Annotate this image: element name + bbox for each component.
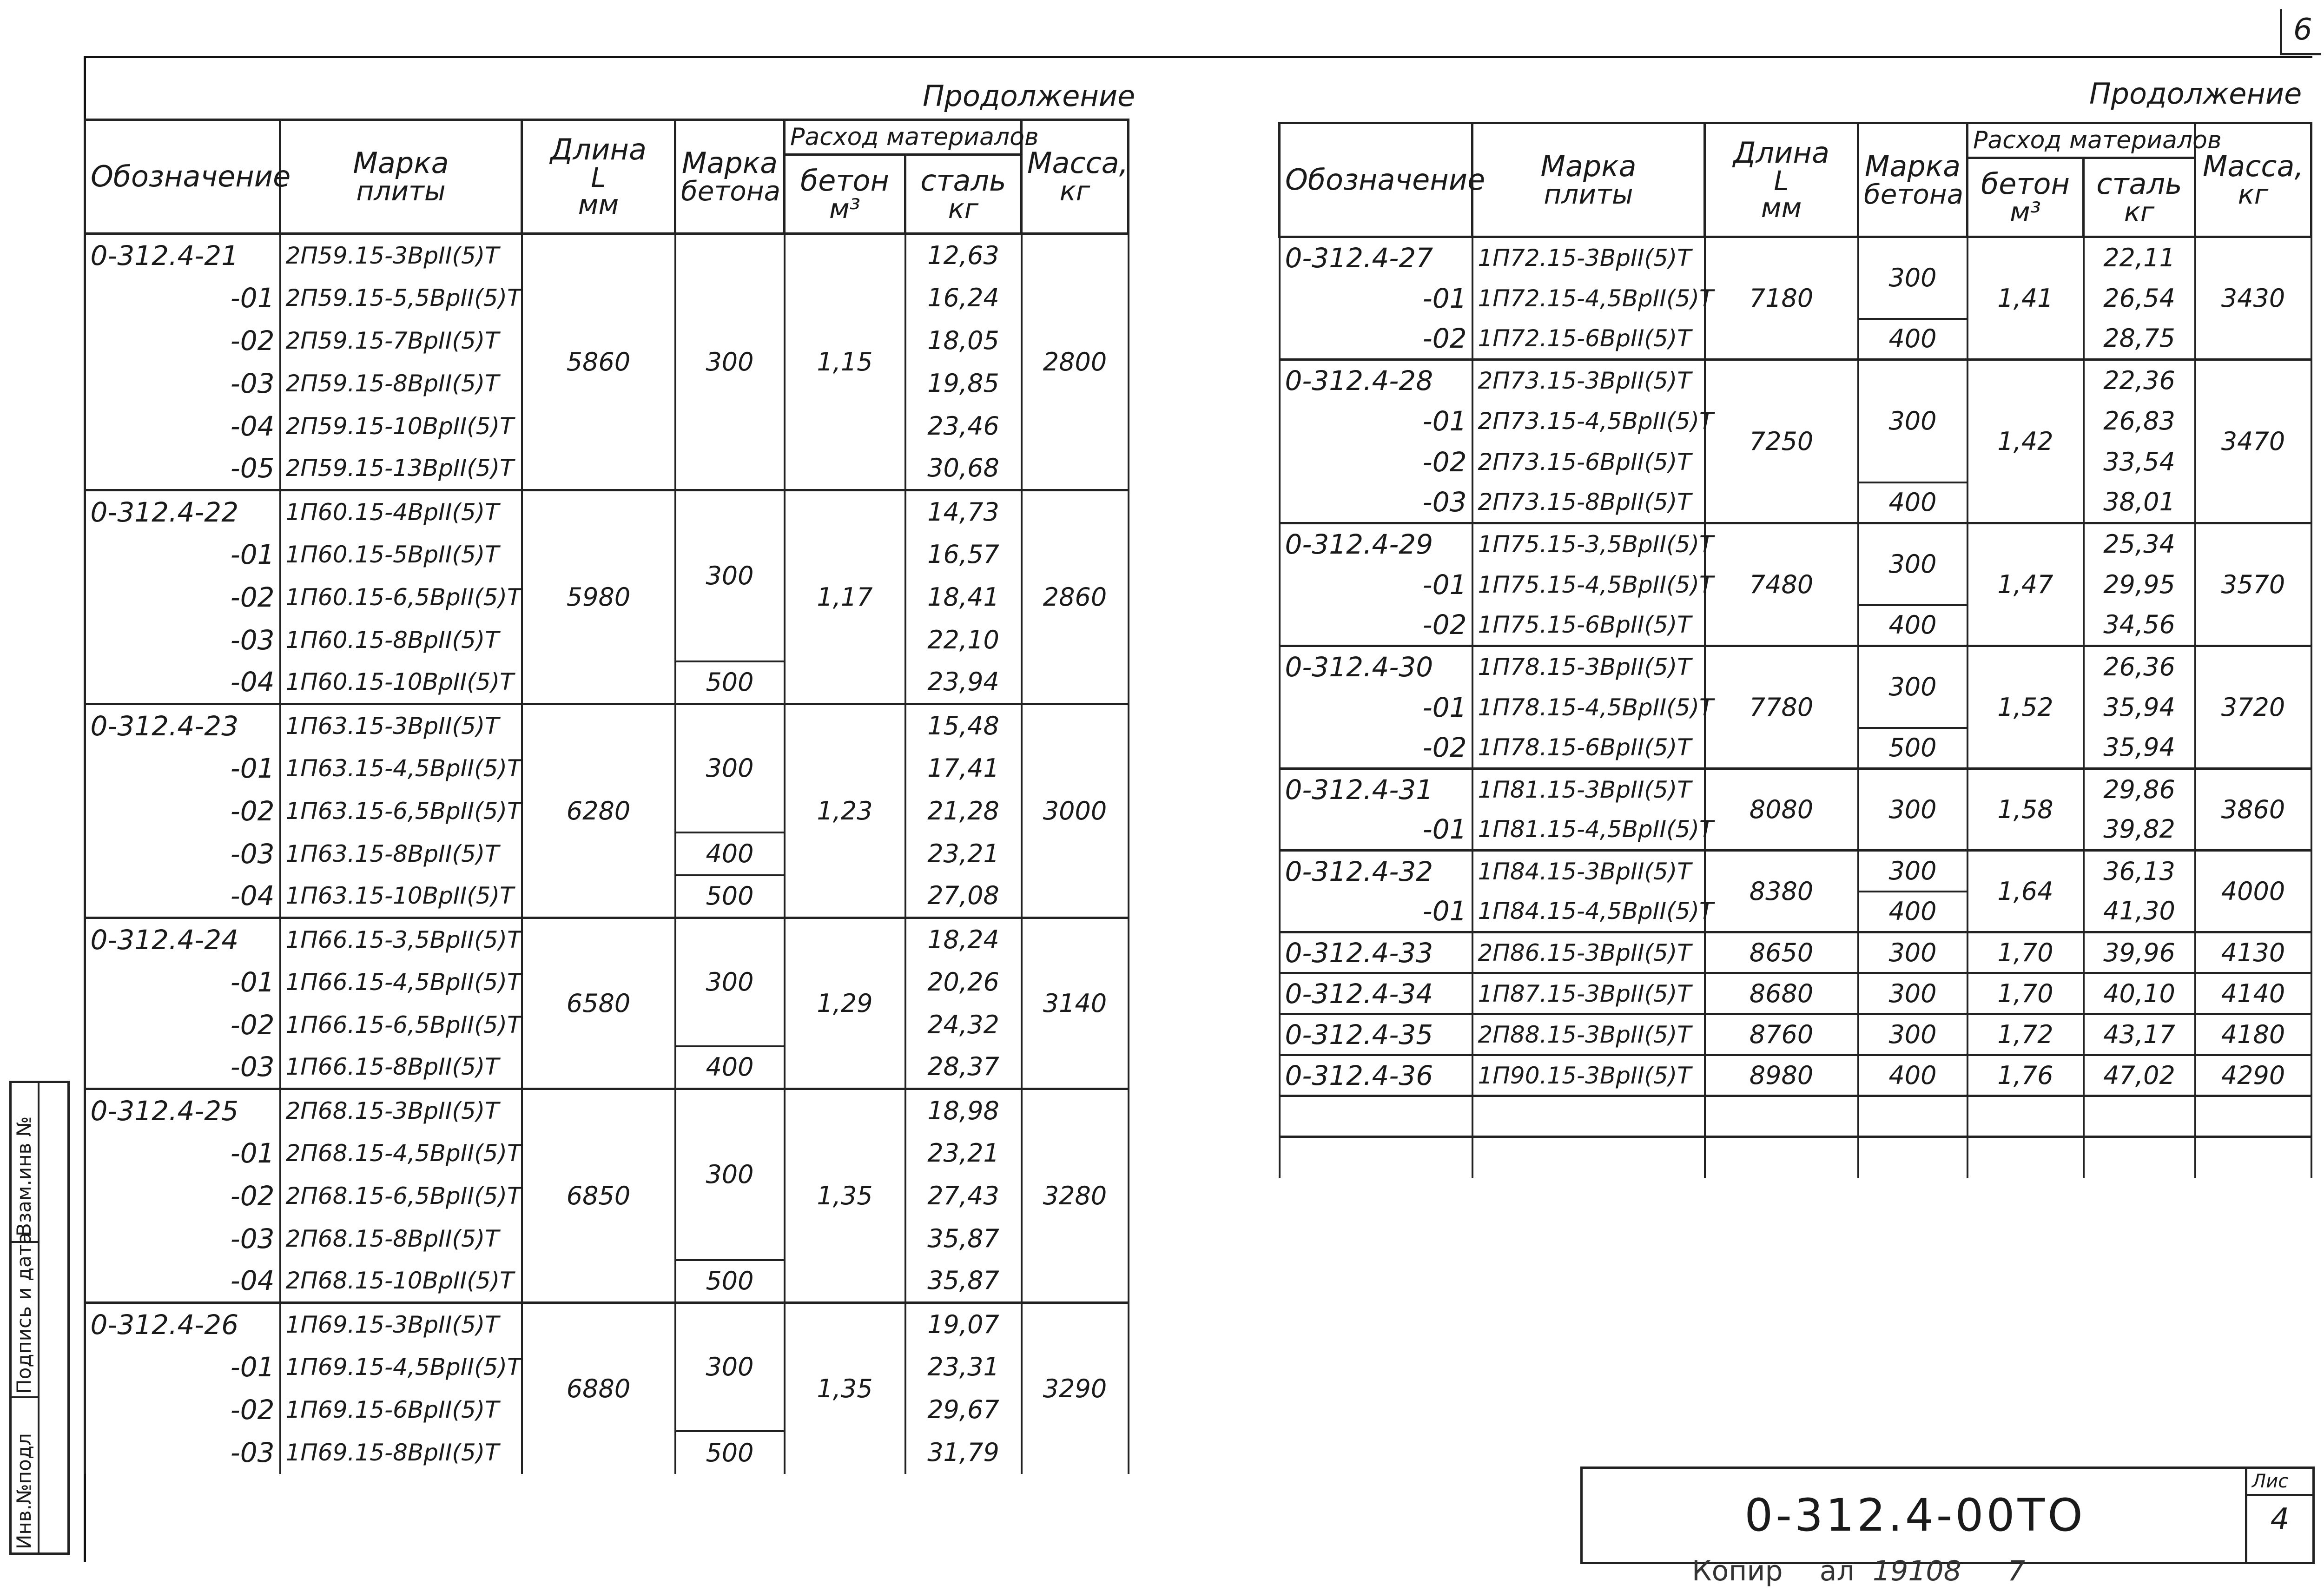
plate-mark-cell: 2П59.15-5,5ВрII(5)Т — [280, 277, 522, 319]
designation-cell: 0-312.4-31 — [1280, 769, 1472, 810]
table-row — [1280, 1014, 2311, 1055]
plate-mark-cell: 1П63.15-6,5ВрII(5)Т — [280, 790, 522, 832]
mass-cell: 3470 — [2195, 360, 2311, 523]
plate-mark-cell: 1П60.15-4ВрII(5)Т — [280, 490, 522, 533]
designation-suffix-cell: -01 — [85, 747, 280, 790]
mass-cell: 4140 — [2195, 973, 2311, 1014]
steel-cell: 35,94 — [2084, 687, 2195, 728]
designation-cell: 0-312.4-33 — [1280, 932, 1472, 973]
empty-cell — [1705, 1137, 1858, 1178]
steel-cell: 22,11 — [2084, 237, 2195, 278]
header-plate-mark: Марка плиты — [1472, 123, 1705, 237]
concrete-mark-cell: 300 — [1858, 360, 1967, 482]
concrete-mark-cell: 400 — [675, 1046, 785, 1089]
plate-mark-cell: 1П69.15-6ВрII(5)Т — [280, 1388, 522, 1431]
steel-cell: 31,79 — [905, 1431, 1022, 1474]
empty-cell — [1858, 1137, 1967, 1178]
steel-cell: 24,32 — [905, 1004, 1022, 1046]
header-consumption: Расход материалов — [785, 120, 1022, 155]
concrete-mark-cell: 500 — [675, 1431, 785, 1474]
plate-mark-cell: 1П60.15-5ВрII(5)Т — [280, 533, 522, 576]
copy-number: 19108 — [1872, 1555, 1961, 1587]
steel-cell: 19,07 — [905, 1303, 1022, 1346]
designation-suffix-cell: -04 — [85, 405, 280, 448]
steel-cell: 30,68 — [905, 448, 1022, 490]
steel-cell: 17,41 — [905, 747, 1022, 790]
steel-cell: 18,98 — [905, 1089, 1022, 1132]
designation-suffix-cell: -02 — [85, 1175, 280, 1217]
plate-mark-cell: 2П68.15-10ВрII(5)Т — [280, 1260, 522, 1303]
plate-mark-cell: 2П59.15-3ВрII(5)Т — [280, 234, 522, 277]
designation-suffix-cell: -02 — [85, 790, 280, 832]
mass-cell: 3000 — [1022, 704, 1129, 918]
designation-suffix-cell: -04 — [85, 1260, 280, 1303]
left-continuation-title: Продолжение — [923, 79, 1136, 113]
length-cell: 8980 — [1705, 1055, 1858, 1096]
left-table-header — [85, 120, 1129, 234]
plate-mark-cell: 1П72.15-4,5ВрII(5)Т — [1472, 278, 1705, 319]
concrete-mark-cell: 400 — [1858, 482, 1967, 523]
steel-cell: 15,48 — [905, 704, 1022, 747]
concrete-mark-cell: 500 — [1858, 728, 1967, 769]
approval-sidebar — [9, 1081, 70, 1555]
plate-mark-cell: 2П68.15-4,5ВрII(5)Т — [280, 1132, 522, 1175]
concrete-mark-cell: 300 — [1858, 523, 1967, 605]
plate-mark-cell: 1П60.15-6,5ВрII(5)Т — [280, 576, 522, 619]
plate-mark-cell: 1П81.15-4,5ВрII(5)Т — [1472, 810, 1705, 851]
mass-cell: 3290 — [1022, 1303, 1129, 1474]
table-row — [85, 234, 1129, 277]
concrete-mark-cell: 300 — [675, 704, 785, 832]
concrete-volume-cell: 1,42 — [1967, 360, 2084, 523]
steel-cell: 35,87 — [905, 1217, 1022, 1260]
designation-cell: 0-312.4-24 — [85, 918, 280, 961]
sheet-number-box — [2245, 1466, 2315, 1564]
sidebar-label-signature: Подпись и дата — [13, 1232, 35, 1394]
concrete-mark-cell: 300 — [1858, 973, 1967, 1014]
plate-mark-cell: 1П66.15-4,5ВрII(5)Т — [280, 961, 522, 1004]
designation-suffix-cell: -02 — [85, 319, 280, 362]
title-block-code: 0-312.4-00ТО — [1580, 1466, 2247, 1564]
concrete-mark-cell: 300 — [1858, 932, 1967, 973]
mass-cell: 2860 — [1022, 490, 1129, 704]
plate-mark-cell: 2П59.15-8ВрII(5)Т — [280, 362, 522, 405]
mass-cell: 4290 — [2195, 1055, 2311, 1096]
steel-cell: 27,43 — [905, 1175, 1022, 1217]
concrete-volume-cell: 1,23 — [785, 704, 905, 918]
header-concrete-mark: Марка бетона — [1858, 123, 1967, 237]
designation-suffix-cell: -01 — [1280, 892, 1472, 932]
concrete-volume-cell: 1,76 — [1967, 1055, 2084, 1096]
steel-cell: 29,67 — [905, 1388, 1022, 1431]
plate-mark-cell: 2П73.15-8ВрII(5)Т — [1472, 482, 1705, 523]
steel-cell: 35,87 — [905, 1260, 1022, 1303]
steel-cell: 33,54 — [2084, 442, 2195, 482]
copy-suffix: ал — [1819, 1555, 1855, 1587]
empty-row — [1280, 1137, 2311, 1178]
plate-mark-cell: 1П84.15-4,5ВрII(5)Т — [1472, 892, 1705, 932]
plate-mark-cell: 2П59.15-10ВрII(5)Т — [280, 405, 522, 448]
length-cell: 7250 — [1705, 360, 1858, 523]
length-cell: 7180 — [1705, 237, 1858, 360]
length-cell: 7480 — [1705, 523, 1858, 646]
concrete-volume-cell: 1,35 — [785, 1303, 905, 1474]
concrete-volume-cell: 1,17 — [785, 490, 905, 704]
plate-mark-cell: 1П84.15-3ВрII(5)Т — [1472, 851, 1705, 892]
concrete-volume-cell: 1,41 — [1967, 237, 2084, 360]
designation-suffix-cell: -01 — [1280, 810, 1472, 851]
mass-cell: 3860 — [2195, 769, 2311, 851]
plate-mark-cell: 1П78.15-4,5ВрII(5)Т — [1472, 687, 1705, 728]
plate-mark-cell: 1П78.15-3ВрII(5)Т — [1472, 646, 1705, 687]
concrete-mark-cell: 300 — [675, 918, 785, 1046]
concrete-mark-cell: 300 — [675, 1089, 785, 1260]
empty-cell — [2195, 1137, 2311, 1178]
empty-cell — [1967, 1137, 2084, 1178]
designation-cell: 0-312.4-29 — [1280, 523, 1472, 564]
plate-mark-cell: 1П60.15-10ВрII(5)Т — [280, 661, 522, 704]
header-length: Длина L мм — [522, 120, 675, 234]
designation-cell: 0-312.4-21 — [85, 234, 280, 277]
length-cell: 5860 — [522, 234, 675, 490]
mass-cell: 4130 — [2195, 932, 2311, 973]
table-row — [1280, 851, 2311, 892]
header-concrete-volume: бетон м³ — [785, 155, 905, 234]
copy-line — [1692, 1555, 2025, 1587]
steel-cell: 35,94 — [2084, 728, 2195, 769]
left-table-body — [85, 234, 1129, 1474]
steel-cell: 23,94 — [905, 661, 1022, 704]
designation-cell: 0-312.4-27 — [1280, 237, 1472, 278]
header-steel: сталь кг — [2084, 158, 2195, 237]
plate-mark-cell: 1П63.15-4,5ВрII(5)Т — [280, 747, 522, 790]
designation-cell: 0-312.4-23 — [85, 704, 280, 747]
designation-suffix-cell: -04 — [85, 875, 280, 918]
steel-cell: 38,01 — [2084, 482, 2195, 523]
sheet-label: Лис — [2247, 1469, 2312, 1496]
table-row — [1280, 523, 2311, 564]
concrete-volume-cell: 1,64 — [1967, 851, 2084, 932]
plate-mark-cell: 1П69.15-4,5ВрII(5)Т — [280, 1346, 522, 1388]
concrete-volume-cell: 1,35 — [785, 1089, 905, 1303]
steel-cell: 20,26 — [905, 961, 1022, 1004]
plate-mark-cell: 1П66.15-8ВрII(5)Т — [280, 1046, 522, 1089]
steel-cell: 14,73 — [905, 490, 1022, 533]
empty-cell — [1472, 1096, 1705, 1137]
right-table-header — [1280, 123, 2311, 237]
designation-suffix-cell: -03 — [1280, 482, 1472, 523]
empty-cell — [1280, 1096, 1472, 1137]
empty-cell — [1967, 1096, 2084, 1137]
length-cell: 8650 — [1705, 932, 1858, 973]
plate-mark-cell: 1П78.15-6ВрII(5)Т — [1472, 728, 1705, 769]
mass-cell: 4180 — [2195, 1014, 2311, 1055]
steel-cell: 23,21 — [905, 1132, 1022, 1175]
plate-mark-cell: 1П72.15-6ВрII(5)Т — [1472, 319, 1705, 360]
designation-cell: 0-312.4-34 — [1280, 973, 1472, 1014]
concrete-volume-cell: 1,70 — [1967, 973, 2084, 1014]
steel-cell: 26,54 — [2084, 278, 2195, 319]
concrete-mark-cell: 300 — [1858, 851, 1967, 892]
header-designation: Обозначение — [1280, 123, 1472, 237]
length-cell: 8080 — [1705, 769, 1858, 851]
plate-mark-cell: 1П69.15-8ВрII(5)Т — [280, 1431, 522, 1474]
header-consumption: Расход материалов — [1967, 123, 2195, 158]
concrete-volume-cell: 1,72 — [1967, 1014, 2084, 1055]
plate-mark-cell: 2П73.15-6ВрII(5)Т — [1472, 442, 1705, 482]
designation-cell: 0-312.4-32 — [1280, 851, 1472, 892]
plate-mark-cell: 1П75.15-4,5ВрII(5)Т — [1472, 564, 1705, 605]
header-mass: Масса, кг — [2195, 123, 2311, 237]
plate-mark-cell: 1П66.15-6,5ВрII(5)Т — [280, 1004, 522, 1046]
designation-suffix-cell: -02 — [85, 1388, 280, 1431]
concrete-mark-cell: 400 — [1858, 1055, 1967, 1096]
concrete-volume-cell: 1,58 — [1967, 769, 2084, 851]
length-cell: 8380 — [1705, 851, 1858, 932]
plate-mark-cell: 1П90.15-3ВрII(5)Т — [1472, 1055, 1705, 1096]
table-row — [1280, 932, 2311, 973]
left-spec-table — [84, 119, 1129, 1474]
concrete-mark-cell: 300 — [1858, 646, 1967, 728]
sidebar-label-original: Инв.№подл — [13, 1433, 35, 1549]
designation-suffix-cell: -03 — [85, 1046, 280, 1089]
steel-cell: 41,30 — [2084, 892, 2195, 932]
mass-cell: 2800 — [1022, 234, 1129, 490]
steel-cell: 18,24 — [905, 918, 1022, 961]
header-steel: сталь кг — [905, 155, 1022, 234]
length-cell: 6280 — [522, 704, 675, 918]
concrete-volume-cell: 1,52 — [1967, 646, 2084, 769]
designation-suffix-cell: -03 — [85, 1431, 280, 1474]
steel-cell: 23,21 — [905, 832, 1022, 875]
designation-suffix-cell: -01 — [85, 533, 280, 576]
designation-suffix-cell: -03 — [85, 832, 280, 875]
sheet-number: 4 — [2270, 1502, 2290, 1537]
steel-cell: 27,08 — [905, 875, 1022, 918]
sidebar-cell-sign — [12, 1232, 38, 1398]
plate-mark-cell: 1П69.15-3ВрII(5)Т — [280, 1303, 522, 1346]
empty-cell — [2084, 1096, 2195, 1137]
sidebar-cell-orig — [12, 1398, 38, 1552]
designation-suffix-cell: -01 — [1280, 564, 1472, 605]
mass-cell: 3430 — [2195, 237, 2311, 360]
plate-mark-cell: 1П60.15-8ВрII(5)Т — [280, 619, 522, 661]
empty-cell — [1280, 1137, 1472, 1178]
empty-cell — [2084, 1137, 2195, 1178]
designation-cell: 0-312.4-22 — [85, 490, 280, 533]
designation-cell: 0-312.4-25 — [85, 1089, 280, 1132]
plate-mark-cell: 1П66.15-3,5ВрII(5)Т — [280, 918, 522, 961]
concrete-mark-cell: 400 — [1858, 605, 1967, 646]
steel-cell: 21,28 — [905, 790, 1022, 832]
steel-cell: 29,86 — [2084, 769, 2195, 810]
table-row — [85, 1303, 1129, 1346]
steel-cell: 29,95 — [2084, 564, 2195, 605]
steel-cell: 23,46 — [905, 405, 1022, 448]
steel-cell: 39,96 — [2084, 932, 2195, 973]
steel-cell: 28,75 — [2084, 319, 2195, 360]
length-cell: 6850 — [522, 1089, 675, 1303]
plate-mark-cell: 1П81.15-3ВрII(5)Т — [1472, 769, 1705, 810]
header-designation: Обозначение — [85, 120, 280, 234]
table-row — [1280, 769, 2311, 810]
format: 7 — [2007, 1555, 2026, 1587]
copy-label: Копир — [1692, 1555, 1783, 1587]
designation-suffix-cell: -02 — [1280, 442, 1472, 482]
steel-cell: 39,82 — [2084, 810, 2195, 851]
sidebar-cell-inv — [12, 1083, 38, 1243]
concrete-mark-cell: 500 — [675, 661, 785, 704]
designation-suffix-cell: -01 — [85, 1346, 280, 1388]
steel-cell: 40,10 — [2084, 973, 2195, 1014]
table-row — [1280, 237, 2311, 278]
steel-cell: 19,85 — [905, 362, 1022, 405]
steel-cell: 16,24 — [905, 277, 1022, 319]
plate-mark-cell: 2П59.15-7ВрII(5)Т — [280, 319, 522, 362]
plate-mark-cell: 2П88.15-3ВрII(5)Т — [1472, 1014, 1705, 1055]
empty-cell — [1705, 1096, 1858, 1137]
designation-suffix-cell: -01 — [1280, 278, 1472, 319]
length-cell: 6880 — [522, 1303, 675, 1474]
designation-cell: 0-312.4-35 — [1280, 1014, 1472, 1055]
plate-mark-cell: 2П68.15-6,5ВрII(5)Т — [280, 1175, 522, 1217]
plate-mark-cell: 2П68.15-8ВрII(5)Т — [280, 1217, 522, 1260]
concrete-mark-cell: 400 — [1858, 892, 1967, 932]
concrete-mark-cell: 300 — [675, 1303, 785, 1431]
concrete-mark-cell: 300 — [1858, 769, 1967, 851]
sidebar-label-replacement: Взам.инв № — [13, 1116, 35, 1236]
concrete-mark-cell: 400 — [1858, 319, 1967, 360]
plate-mark-cell: 2П73.15-4,5ВрII(5)Т — [1472, 401, 1705, 442]
designation-cell: 0-312.4-30 — [1280, 646, 1472, 687]
designation-cell: 0-312.4-28 — [1280, 360, 1472, 401]
designation-suffix-cell: -02 — [1280, 605, 1472, 646]
right-continuation-title: Продолжение — [2089, 77, 2302, 111]
table-row — [85, 1089, 1129, 1132]
right-table-body — [1280, 237, 2311, 1178]
steel-cell: 18,05 — [905, 319, 1022, 362]
plate-mark-cell: 1П63.15-10ВрII(5)Т — [280, 875, 522, 918]
length-cell: 5980 — [522, 490, 675, 704]
plate-mark-cell: 1П87.15-3ВрII(5)Т — [1472, 973, 1705, 1014]
concrete-volume-cell: 1,29 — [785, 918, 905, 1089]
designation-suffix-cell: -04 — [85, 661, 280, 704]
concrete-mark-cell: 300 — [675, 490, 785, 661]
plate-mark-cell: 1П72.15-3ВрII(5)Т — [1472, 237, 1705, 278]
empty-cell — [1858, 1096, 1967, 1137]
table-row — [1280, 646, 2311, 687]
mass-cell: 3720 — [2195, 646, 2311, 769]
table-row — [85, 704, 1129, 747]
designation-suffix-cell: -03 — [85, 1217, 280, 1260]
steel-cell: 25,34 — [2084, 523, 2195, 564]
designation-suffix-cell: -05 — [85, 448, 280, 490]
plate-mark-cell: 1П63.15-8ВрII(5)Т — [280, 832, 522, 875]
plate-mark-cell: 1П75.15-6ВрII(5)Т — [1472, 605, 1705, 646]
table-row — [1280, 360, 2311, 401]
mass-cell: 3280 — [1022, 1089, 1129, 1303]
steel-cell: 47,02 — [2084, 1055, 2195, 1096]
concrete-mark-cell: 300 — [675, 234, 785, 490]
plate-mark-cell: 2П59.15-13ВрII(5)Т — [280, 448, 522, 490]
concrete-mark-cell: 500 — [675, 875, 785, 918]
plate-mark-cell: 2П68.15-3ВрII(5)Т — [280, 1089, 522, 1132]
length-cell: 6580 — [522, 918, 675, 1089]
concrete-mark-cell: 300 — [1858, 1014, 1967, 1055]
right-spec-table — [1278, 122, 2312, 1178]
concrete-volume-cell: 1,70 — [1967, 932, 2084, 973]
designation-cell: 0-312.4-26 — [85, 1303, 280, 1346]
plate-mark-cell: 2П86.15-3ВрII(5)Т — [1472, 932, 1705, 973]
steel-cell: 36,13 — [2084, 851, 2195, 892]
designation-suffix-cell: -03 — [85, 362, 280, 405]
header-plate-mark: Марка плиты — [280, 120, 522, 234]
header-mass: Масса, кг — [1022, 120, 1129, 234]
steel-cell: 18,41 — [905, 576, 1022, 619]
steel-cell: 23,31 — [905, 1346, 1022, 1388]
steel-cell: 28,37 — [905, 1046, 1022, 1089]
table-row — [85, 918, 1129, 961]
page-number: 6 — [2280, 9, 2321, 55]
empty-cell — [1472, 1137, 1705, 1178]
steel-cell: 22,36 — [2084, 360, 2195, 401]
mass-cell: 3140 — [1022, 918, 1129, 1089]
empty-cell — [2195, 1096, 2311, 1137]
steel-cell: 16,57 — [905, 533, 1022, 576]
steel-cell: 26,83 — [2084, 401, 2195, 442]
concrete-volume-cell: 1,47 — [1967, 523, 2084, 646]
plate-mark-cell: 1П75.15-3,5ВрII(5)Т — [1472, 523, 1705, 564]
concrete-mark-cell: 400 — [675, 832, 785, 875]
designation-suffix-cell: -03 — [85, 619, 280, 661]
header-length: Длина L мм — [1705, 123, 1858, 237]
table-row — [85, 490, 1129, 533]
plate-mark-cell: 2П73.15-3ВрII(5)Т — [1472, 360, 1705, 401]
header-concrete-mark: Марка бетона — [675, 120, 785, 234]
designation-suffix-cell: -02 — [85, 576, 280, 619]
plate-mark-cell: 1П63.15-3ВрII(5)Т — [280, 704, 522, 747]
steel-cell: 22,10 — [905, 619, 1022, 661]
concrete-volume-cell: 1,15 — [785, 234, 905, 490]
mass-cell: 4000 — [2195, 851, 2311, 932]
designation-suffix-cell: -01 — [1280, 401, 1472, 442]
designation-suffix-cell: -02 — [85, 1004, 280, 1046]
empty-row — [1280, 1096, 2311, 1137]
designation-suffix-cell: -02 — [1280, 728, 1472, 769]
steel-cell: 12,63 — [905, 234, 1022, 277]
table-row — [1280, 973, 2311, 1014]
table-row — [1280, 1055, 2311, 1096]
designation-cell: 0-312.4-36 — [1280, 1055, 1472, 1096]
concrete-mark-cell: 300 — [1858, 237, 1967, 319]
header-concrete-volume: бетон м³ — [1967, 158, 2084, 237]
designation-suffix-cell: -01 — [85, 961, 280, 1004]
concrete-mark-cell: 500 — [675, 1260, 785, 1303]
designation-suffix-cell: -01 — [85, 277, 280, 319]
designation-suffix-cell: -02 — [1280, 319, 1472, 360]
length-cell: 8680 — [1705, 973, 1858, 1014]
mass-cell: 3570 — [2195, 523, 2311, 646]
designation-suffix-cell: -01 — [85, 1132, 280, 1175]
designation-suffix-cell: -01 — [1280, 687, 1472, 728]
steel-cell: 26,36 — [2084, 646, 2195, 687]
steel-cell: 43,17 — [2084, 1014, 2195, 1055]
length-cell: 7780 — [1705, 646, 1858, 769]
steel-cell: 34,56 — [2084, 605, 2195, 646]
length-cell: 8760 — [1705, 1014, 1858, 1055]
